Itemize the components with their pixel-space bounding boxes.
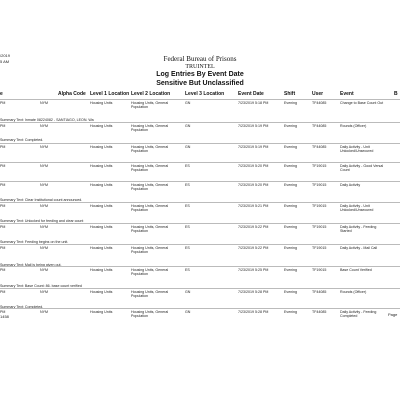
cell-time: PM — [0, 101, 6, 105]
cell-l1: Housing Units — [90, 101, 113, 105]
cell-alpha: NYM — [40, 225, 48, 229]
cell-time: PM — [0, 225, 6, 229]
row-summary-text: Summary Text: Unlocked for feeding and clear count — [0, 219, 84, 223]
row-divider — [0, 244, 400, 245]
row-summary-text: Summary Text: Feeding begins on the unit. — [0, 240, 69, 244]
cell-shift: Evening — [284, 145, 297, 149]
cell-date: 7/23/2019 5:20 PM — [238, 164, 269, 168]
column-header-level-3: Level 3 Location — [185, 91, 225, 97]
column-header-level-1: Level 1 Location — [90, 91, 130, 97]
cell-time: PM — [0, 124, 6, 128]
footer-left-text: 1458 — [0, 314, 9, 319]
cell-user: TF19015 — [312, 183, 327, 187]
cell-level-2-line-1: Housing Units, General — [131, 290, 169, 294]
cell-alpha: NYM — [40, 183, 48, 187]
cell-user: TF44085 — [312, 310, 327, 314]
cell-l1: Housing Units — [90, 310, 113, 314]
cell-date: 7/23/2019 5:25 PM — [238, 268, 269, 272]
cell-event-line-2: Unlocked/Unsecured — [340, 149, 374, 154]
row-divider — [0, 288, 400, 289]
cell-date: 7/23/2019 5:18 PM — [238, 101, 269, 105]
column-header-shift: Shift — [284, 91, 296, 97]
cell-event-line-2: Completed — [340, 314, 358, 319]
cell-l3: ES — [185, 204, 190, 208]
cell-l3: ES — [185, 164, 190, 168]
cell-l1: Housing Units — [90, 183, 113, 187]
cell-level-2-line-1: Housing Units, General — [131, 164, 169, 168]
cell-l3: GN — [185, 124, 191, 128]
row-summary-text: Summary Text: Inmate 08224082 - SANTIAGO, LEON. Wa — [0, 118, 94, 122]
cell-alpha: NYM — [40, 268, 48, 272]
cell-event-line-1: Daily Activity - Feeding — [340, 225, 377, 229]
row-divider — [0, 122, 400, 123]
cell-l1: Housing Units — [90, 145, 113, 149]
row-summary-text: Summary Text: Clear Institutional count announced. — [0, 198, 83, 202]
cell-user: TF44085 — [312, 290, 327, 294]
classification-label: Sensitive But Unclassified — [156, 80, 244, 87]
row-summary-text: Summary Text: Completed. — [0, 138, 44, 142]
cell-level-2-line-2: Population — [131, 168, 148, 173]
row-divider — [0, 162, 400, 163]
cell-time: PM — [0, 290, 6, 294]
cell-alpha: NYM — [40, 246, 48, 250]
cell-alpha: NYM — [40, 310, 48, 314]
cell-l3: ES — [185, 225, 190, 229]
cell-date: 7/23/2019 5:22 PM — [238, 225, 269, 229]
cell-shift: Evening — [284, 290, 297, 294]
cell-l3: ES — [185, 246, 190, 250]
cell-alpha: NYM — [40, 290, 48, 294]
cell-shift: Evening — [284, 225, 297, 229]
cell-level-2-line-2: Population — [131, 208, 148, 213]
cell-l3: ES — [185, 183, 190, 187]
cell-event-line-1: Daily Activity - Unit — [340, 204, 370, 208]
cell-event-line-1: Daily Activity - Unit — [340, 145, 370, 149]
cell-shift: Evening — [284, 310, 297, 314]
cell-event-line-1: Daily Activity - Mail Call — [340, 246, 378, 250]
agency-name: Federal Bureau of Prisons — [163, 55, 237, 63]
row-divider — [0, 181, 400, 182]
cell-event-line-2: Started — [340, 229, 352, 234]
cell-l1: Housing Units — [90, 290, 113, 294]
cell-date: 7/23/2019 5:20 PM — [238, 183, 269, 187]
report-title: Log Entries By Event Date — [156, 71, 244, 78]
cell-l1: Housing Units — [90, 204, 113, 208]
cell-alpha: NYM — [40, 164, 48, 168]
cell-level-2-line-1: Housing Units, General — [131, 246, 169, 250]
row-summary-text: Summary Text: Base Count: 86. base count verified — [0, 284, 82, 288]
cell-level-2-line-2: Population — [131, 250, 148, 255]
cell-level-2-line-1: Housing Units, General — [131, 183, 169, 187]
cell-l3: ES — [185, 268, 190, 272]
row-divider — [0, 308, 400, 309]
cell-user: TF44085 — [312, 101, 327, 105]
cell-l3: GN — [185, 145, 191, 149]
cell-event-line-1: Base Count Verified — [340, 268, 372, 272]
cell-level-2-line-1: Housing Units, General — [131, 124, 169, 128]
cell-user: TF44085 — [312, 124, 327, 128]
column-header-event-date: Event Date — [238, 91, 264, 97]
cell-level-2-line-1: Housing Units, General — [131, 268, 169, 272]
cell-user: TF19015 — [312, 225, 327, 229]
cell-date: 7/23/2019 5:19 PM — [238, 145, 269, 149]
cell-shift: Evening — [284, 183, 297, 187]
column-header-level-2: Level 2 Location — [131, 91, 171, 97]
cell-l1: Housing Units — [90, 124, 113, 128]
cell-l1: Housing Units — [90, 225, 113, 229]
cell-level-2-line-2: Population — [131, 187, 148, 192]
cell-time: PM — [0, 164, 6, 168]
run-date: /2019 — [0, 53, 11, 58]
cell-level-2-line-1: Housing Units, General — [131, 204, 169, 208]
row-summary-text: Summary Text: Mail is being given out. — [0, 263, 62, 267]
cell-user: TF19015 — [312, 246, 327, 250]
cell-alpha: NYM — [40, 101, 48, 105]
cell-time: PM — [0, 310, 6, 314]
row-divider — [0, 223, 400, 224]
cell-user: TF19015 — [312, 204, 327, 208]
cell-date: 7/23/2019 5:28 PM — [238, 290, 269, 294]
cell-level-2-line-1: Housing Units, General — [131, 145, 169, 149]
cell-time: PM — [0, 268, 6, 272]
cell-user: TF19015 — [312, 268, 327, 272]
run-time: 5 AM — [0, 59, 10, 64]
cell-date: 7/23/2019 5:19 PM — [238, 124, 269, 128]
cell-shift: Evening — [284, 164, 297, 168]
cell-level-2-line-2: Population — [131, 105, 148, 110]
column-header-user: User — [312, 91, 324, 97]
cell-event-line-1: Change to Base Count Out — [340, 101, 384, 105]
cell-shift: Evening — [284, 246, 297, 250]
cell-l3: GN — [185, 101, 191, 105]
cell-shift: Evening — [284, 124, 297, 128]
cell-l1: Housing Units — [90, 164, 113, 168]
cell-level-2-line-2: Population — [131, 294, 148, 299]
cell-level-2-line-2: Population — [131, 128, 148, 133]
cell-date: 7/23/2019 5:28 PM — [238, 310, 269, 314]
cell-l1: Housing Units — [90, 268, 113, 272]
cell-shift: Evening — [284, 101, 297, 105]
cell-level-2-line-1: Housing Units, General — [131, 101, 169, 105]
cell-date: 7/23/2019 5:22 PM — [238, 246, 269, 250]
row-divider — [0, 143, 400, 144]
cell-alpha: NYM — [40, 204, 48, 208]
cell-l3: GN — [185, 290, 191, 294]
cell-level-2-line-2: Population — [131, 314, 148, 319]
cell-user: TF19015 — [312, 164, 327, 168]
cell-level-2-line-2: Population — [131, 149, 148, 154]
cell-level-2-line-2: Population — [131, 229, 148, 234]
cell-time: PM — [0, 145, 6, 149]
footer-page-label: Page — [388, 312, 398, 317]
cell-level-2-line-1: Housing Units, General — [131, 310, 169, 314]
column-header-b: B — [394, 91, 398, 97]
cell-time: PM — [0, 246, 6, 250]
cell-l3: GN — [185, 310, 191, 314]
cell-event-line-1: Daily Activity — [340, 183, 361, 187]
cell-user: TF44085 — [312, 145, 327, 149]
cell-event-line-2: Count — [340, 168, 350, 173]
system-name: TRUINTEL — [185, 64, 215, 70]
cell-alpha: NYM — [40, 124, 48, 128]
column-header-time: e — [0, 91, 3, 97]
cell-event-line-1: Daily Activity - Feeding — [340, 310, 377, 314]
row-summary-text: Summary Text: Completed. — [0, 305, 44, 309]
cell-level-2-line-1: Housing Units, General — [131, 225, 169, 229]
cell-shift: Evening — [284, 204, 297, 208]
cell-date: 7/23/2019 5:21 PM — [238, 204, 269, 208]
cell-l1: Housing Units — [90, 246, 113, 250]
column-header-alpha-code: Alpha Code — [58, 91, 86, 97]
cell-shift: Evening — [284, 268, 297, 272]
cell-event-line-1: Rounds (Officer) — [340, 290, 367, 294]
row-divider — [0, 99, 400, 100]
cell-event-line-1: Daily Activity - Good Versal — [340, 164, 384, 168]
cell-time: PM — [0, 204, 6, 208]
cell-event-line-2: Unlocked/Unsecured — [340, 208, 374, 213]
cell-event-line-1: Rounds (Officer) — [340, 124, 367, 128]
cell-time: PM — [0, 183, 6, 187]
column-header-event: Event — [340, 91, 354, 97]
row-divider — [0, 202, 400, 203]
cell-level-2-line-2: Population — [131, 272, 148, 277]
cell-alpha: NYM — [40, 145, 48, 149]
row-divider — [0, 266, 400, 267]
